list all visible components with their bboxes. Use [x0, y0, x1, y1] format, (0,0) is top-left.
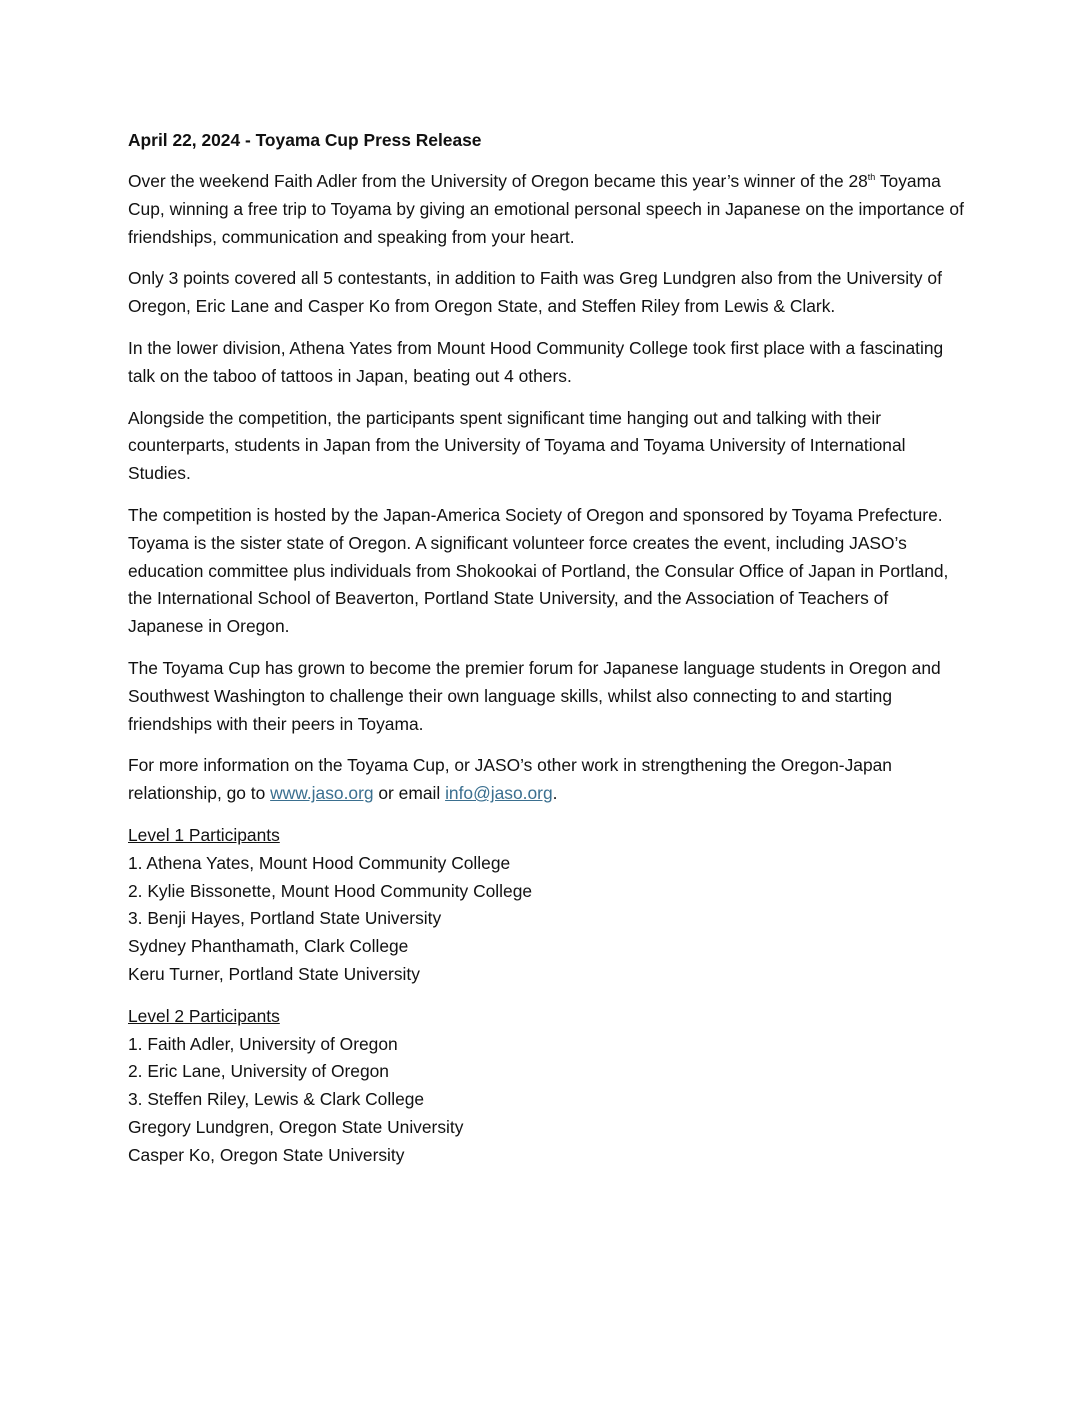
paragraph-winner-text-a: Over the weekend Faith Adler from the University of Oregon became this year’s winner of the 28 [128, 171, 868, 191]
list-item: Casper Ko, Oregon State University [128, 1144, 405, 1165]
email-link[interactable]: info@jaso.org [445, 783, 553, 804]
list-item: 3. Steffen Riley, Lewis & Clark College [128, 1089, 425, 1110]
list-item: Keru Turner, Portland State University [128, 963, 420, 984]
paragraph-hosting: The competition is hosted by the Japan-America Society of Oregon and sponsored by Toyama Prefecture. Toyama is the sister state of Oregon. A significant volunteer force creates the event, including JASO’s education committee plus individuals from Shokookai of Portland, the Consular Office of Japan in Portland, the International School of Beaverton, Portland State University, and the Association of Teachers of Japanese in Oregon. [128, 504, 949, 637]
list-item: 2. Eric Lane, University of Oregon [128, 1061, 389, 1082]
list-item: 1. Faith Adler, University of Oregon [128, 1033, 398, 1054]
website-link[interactable]: www.jaso.org [270, 783, 374, 804]
list-item: 1. Athena Yates, Mount Hood Community College [128, 852, 511, 873]
list-item: Sydney Phanthamath, Clark College [128, 936, 409, 957]
paragraph-lower-division: In the lower division, Athena Yates from Mount Hood Community College took first place with a fascinating talk on the taboo of tattoos in Japan, beating out 4 others. [128, 337, 944, 386]
contact-text-a: For more information on the Toyama Cup, or JASO’s other work in strengthening the Oregon-Japan relationship, go to [128, 755, 892, 804]
list-item: 2. Kylie Bissonette, Mount Hood Community College [128, 880, 533, 901]
list-item: 3. Benji Hayes, Portland State University [128, 908, 442, 929]
level1-participants-section [128, 822, 968, 989]
ordinal-suffix: th [867, 172, 876, 183]
list-item: Gregory Lundgren, Oregon State University [128, 1116, 464, 1137]
contact-text-end: . [552, 783, 558, 804]
contact-text-mid: or email [373, 783, 446, 804]
press-release-document [128, 128, 968, 1184]
paragraph-forum: The Toyama Cup has grown to become the premier forum for Japanese language students in Oregon and Southwest Washington to challenge their own language skills, whilst also connecting to and starting friendships with their peers in Toyama. [128, 657, 941, 734]
document-title: April 22, 2024 - Toyama Cup Press Release [128, 130, 482, 150]
paragraph-winner-text-b: Toyama Cup, winning a free trip to Toyama by giving an emotional personal speech in Japanese on the importance of friendships, communication and speaking from your heart. [128, 171, 964, 247]
paragraph-winner [128, 168, 968, 251]
paragraph-contestants: Only 3 points covered all 5 contestants, in addition to Faith was Greg Lundgren also from the University of Oregon, Eric Lane and Casper Ko from Oregon State, and Steffen Riley from Lewis & Clark. [128, 268, 942, 317]
level2-heading: Level 2 Participants [128, 1005, 280, 1026]
level1-heading: Level 1 Participants [128, 824, 280, 845]
paragraph-counterparts: Alongside the competition, the participants spent significant time hanging out and talking with their counterparts, students in Japan from the University of Toyama and Toyama University of International Studies. [128, 407, 906, 484]
paragraph-contact [128, 752, 968, 808]
level2-participants-section [128, 1003, 968, 1170]
